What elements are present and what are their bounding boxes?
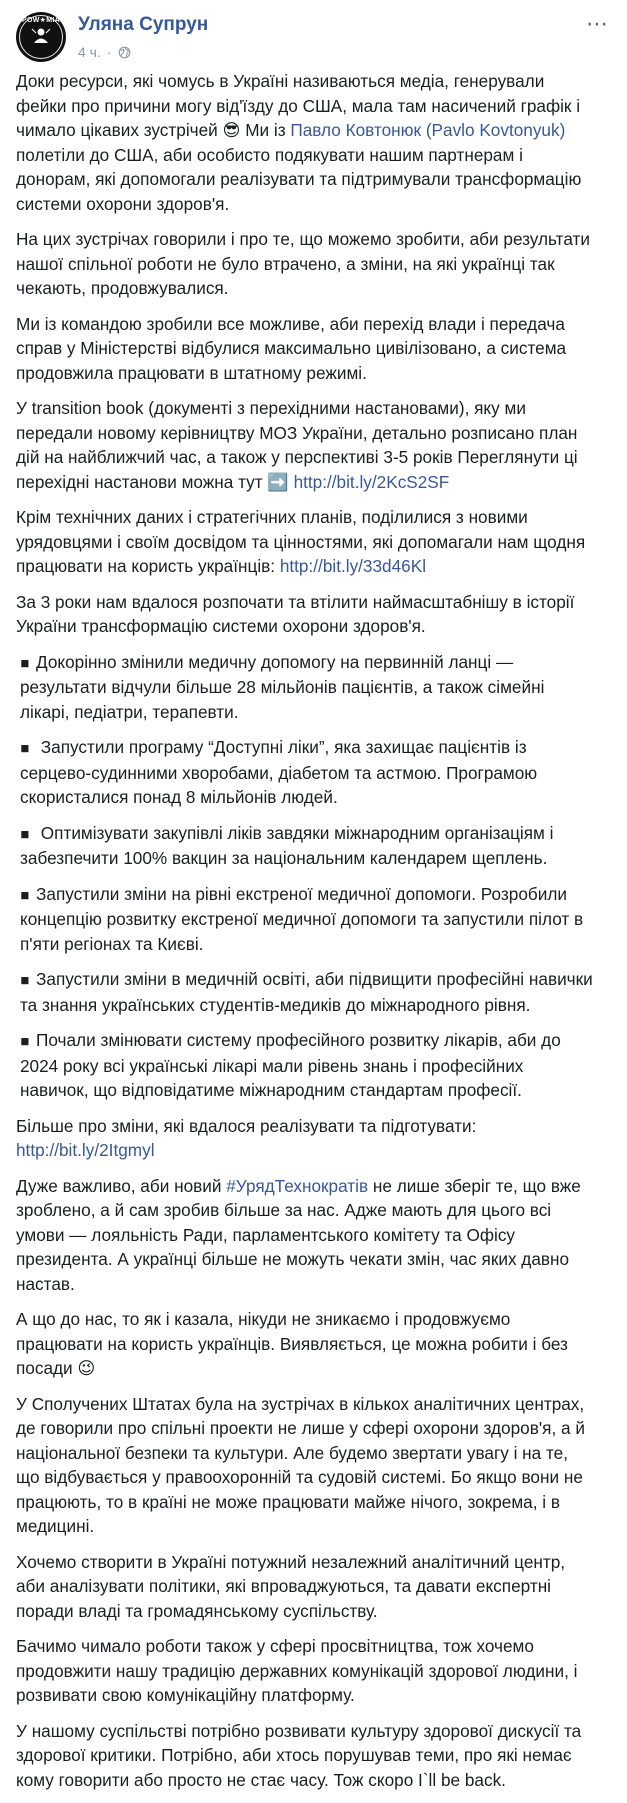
text: Крім технічних даних і стратегічних планів, поділилися з новими урядовцями і своїм досвідом та цінностями, які допомагали нам щодня працювати на користь українців: [16,507,586,576]
text: Більше про зміни, які вдалося реалізувати та підготувати: [16,1115,477,1136]
mention-link[interactable]: Павло Ковтонюк (Pavlo Kovtonyuk) [290,120,566,140]
bullet-square-icon: ◾ [20,1033,30,1048]
hashtag-paragraph [16,1174,596,1297]
post-header [16,12,611,70]
globe-icon [118,46,131,59]
list-item [16,1028,596,1103]
meta-separator: · [106,44,112,60]
bullet-text: Докорінно змінили медичну допомогу на первинній ланці — результати відчули більше 28 мільйонів пацієнтів, а також сімейні лікарі, педіатри, терапевти. [20,651,545,722]
list-item [16,735,596,810]
bullet-square-icon: ◾ [20,740,30,755]
avatar-logo-text: POW★MIA [22,17,60,24]
more-info-paragraph [16,1114,596,1163]
values-link[interactable]: http://bit.ly/33d46Kl [279,556,427,576]
bullet-square-icon: ◾ [20,654,30,670]
bullet-text: Запустили зміни на рівні екстреної медичної допомоги. Розробили концепцію розвитку екстреної медичної допомоги та запустили пілот в п'яти регіонах та Києві. [20,883,584,954]
bullet-text: Запустили програму “Доступні ліки”, яка захищає пацієнтів із серцево-судинними хворобами, діабетом та астмою. Програмою скористалися понад 8 мільйонів людей. [20,737,538,807]
text: Дуже важливо, аби новий [16,1175,227,1196]
paragraph-5 [16,505,596,579]
transition-book-link[interactable]: http://bit.ly/2KcS2SF [293,471,450,492]
changes-link[interactable]: http://bit.ly/2Itgmyl [16,1140,155,1160]
closing-paragraph: А що до нас, то як і казала, нікуди не зникаємо і продовжуємо працювати на користь українців. Виявляється, це можна робити і без посади 😉 [16,1309,568,1378]
paragraph-1 [16,69,596,216]
closing-paragraph: Бачимо чимало роботи також у сфері просвітництва, тож хочемо продовжити нашу традицію державних комунікацій здорової людини, і розвивати свою комунікаційну платформу. [16,1636,578,1705]
post-meta [78,44,131,60]
bullet-text: Запустили зміни в медичній освіті, аби підвищити професійні навички та знання українських студентів-медиків до міжнародного рівня. [20,969,593,1015]
avatar[interactable] [16,12,66,62]
author-name[interactable]: Уляна Супрун [78,14,209,35]
paragraph-6: За 3 роки нам вдалося розпочати та втілити наймасштабнішу в історії України трансформацію системи охорони здоров'я. [16,591,575,636]
bullet-text: Оптимізувати закупівлі ліків завдяки міжнародним організаціям і забезпечити 100% вакцин за національним календарем щеплень. [20,822,554,868]
hashtag-link[interactable]: #УрядТехнократів [226,1175,369,1196]
post-body [16,69,596,1803]
text: Доки ресурси, які чомусь в Україні називаються медіа, генерували фейки про причини могу від'їзду до США, мала там насичений графік і чимало цікавих зустрічей 😎 Ми із [16,71,581,140]
bullet-square-icon: ◾ [20,972,30,987]
closing-paragraph: У нашому суспільстві потрібно розвивати культуру здорової дискусії та здорової критики. Потрібно, аби хтось порушував теми, про які немає кому говорити або просто не стає часу. Тож скоро I`ll be back. [16,1720,582,1790]
bullet-square-icon: ◾ [20,886,30,902]
list-item [16,882,596,957]
paragraph-3: Ми із командою зробили все можливе, аби перехід влади і передача справ у Міністерстві відбулися максимально цивілізовано, а система продовжила працювати в штатному режимі. [16,313,567,383]
closing-paragraph: Хочемо створити в Україні потужний незалежний аналітичний центр, аби аналізувати політики, які впроваджуються, та давати експертні поради владі та громадянському суспільству. [16,1551,566,1621]
list-item [16,967,596,1017]
bullet-square-icon: ◾ [20,825,30,841]
text: полетіли до США, аби особисто подякувати нашим партнерам і донорам, які допомогали реалізувати та підтримували трансформацію системи охорони здоров'я. [16,144,582,214]
list-item [16,650,596,725]
bullet-text: Почали змінювати систему професійного розвитку лікарів, аби до 2024 року всі українські лікарі мали рівень знань і професійних навичок, що відповідатиме міжнародним стандартам професії. [20,1030,561,1100]
more-options-button[interactable]: ⋯ [586,11,608,36]
text: не лише зберіг те, що вже зроблено, а й сам зробив більше за нас. Адже мають для цього всі умови — лояльність Ради, парламентського комітету та Офісу президента. А українці більше не можуть чекати змін, час яких давно настав. [16,1175,581,1294]
avatar-silhouette-icon [30,27,52,43]
paragraph-4 [16,396,596,494]
text: У transition book (документі з перехідними настановами), яку ми передали новому керівництву МОЗ України, детально розписано план дій на найближчий час, а також у перспективі 3-5 років Переглянути ці перехідні настанови можна тут ➡️ [16,398,578,492]
list-item [16,821,596,871]
post-timestamp[interactable]: 4 ч. [78,44,101,60]
paragraph-2: На цих зустрічах говорили і про те, що можемо зробити, аби результати нашої спільної роботи не було втрачено, а зміни, на які українці так чекають, продовжувалися. [16,229,590,298]
closing-paragraph: У Сполучених Штатах була на зустрічах в кількох аналітичних центрах, де говорили про спільні проекти не лише у сфері охорони здоров'я, а й національної безпеки та культури. Але будемо звертати увагу і на те, що відбувається у правоохоронній та судовій системі. Бо якщо вони не працюють, то в країні не може працювати майже нічого, зокрема, і в медицині. [16,1393,585,1536]
